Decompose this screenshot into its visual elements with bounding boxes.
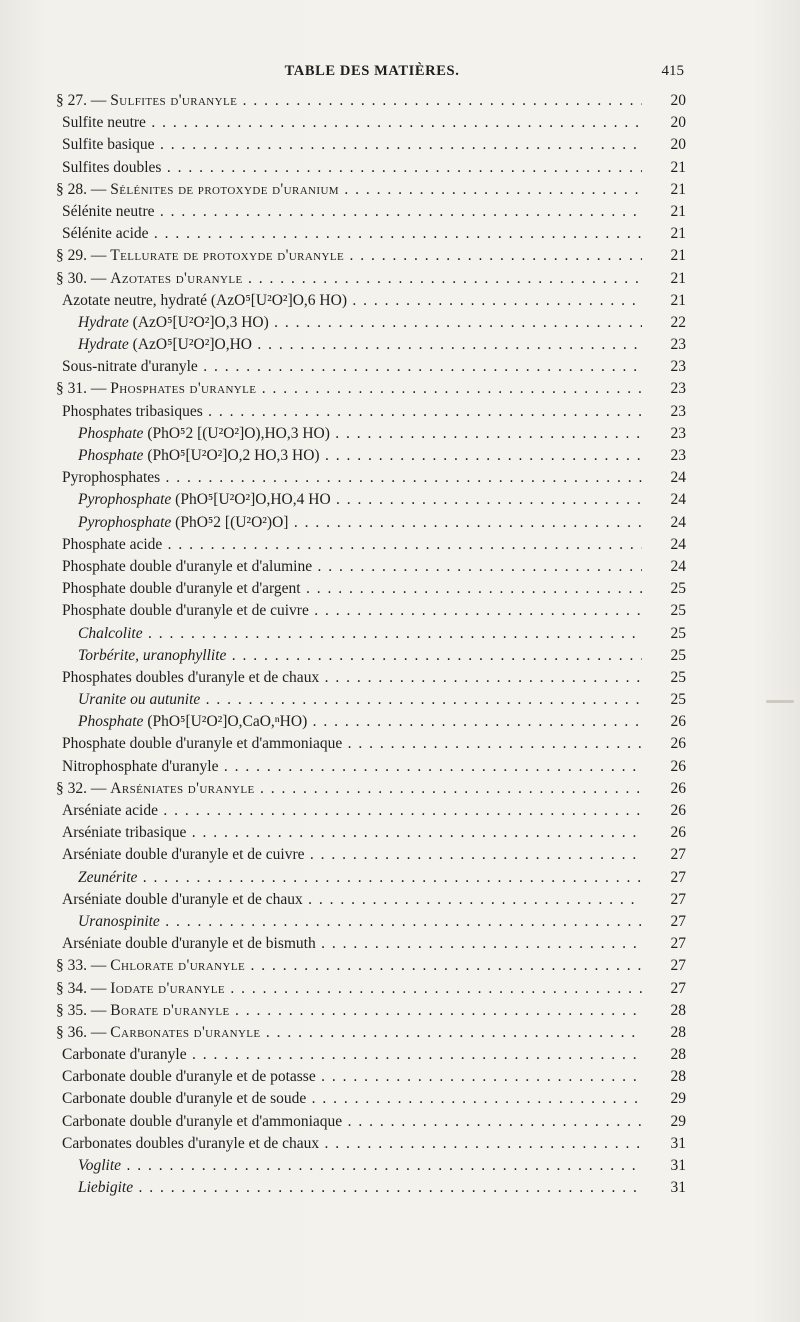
toc-entry-page: 25 — [670, 580, 686, 598]
toc-entry-leader — [56, 445, 642, 467]
toc-entry-page: 24 — [670, 513, 686, 531]
toc-entry-label: Phosphates d'uranyle — [110, 380, 257, 398]
toc-entry-leader — [56, 800, 642, 822]
toc-entry — [56, 134, 686, 156]
toc-entry-page: 27 — [670, 957, 686, 975]
toc-entry-label: Carbonates doubles d'uranyle et de chaux — [62, 1134, 320, 1152]
toc-section-entry — [56, 378, 686, 400]
toc-entry-page: 26 — [670, 779, 686, 797]
toc-entry — [56, 423, 686, 445]
toc-entry-page: 28 — [670, 1001, 686, 1019]
toc-section-entry — [56, 90, 686, 112]
toc-entry-page: 31 — [670, 1157, 686, 1174]
toc-entry-label: Sulfite basique — [62, 136, 155, 154]
toc-entry-leader — [56, 911, 642, 933]
toc-entry — [56, 933, 686, 955]
toc-entry-leader — [56, 556, 642, 578]
toc-entry-page: 24 — [670, 557, 686, 575]
toc-entry-label: Arséniate acide — [62, 802, 158, 819]
toc-section-entry — [56, 1022, 686, 1044]
toc-entry — [56, 401, 686, 423]
toc-entry-label: Phosphate — [78, 447, 144, 464]
section-number: § 36. — — [56, 1023, 111, 1041]
toc-entry-page: 26 — [670, 713, 686, 731]
toc-entry — [56, 1044, 686, 1066]
toc-entry-label: Arséniate double d'uranyle et de cuivre — [62, 846, 305, 864]
toc-entry-leader — [56, 822, 642, 844]
toc-entry-page: 24 — [670, 535, 686, 553]
toc-entry — [56, 1066, 686, 1088]
toc-entry-label: Phosphate double d'uranyle et de cuivre — [62, 602, 309, 620]
toc-entry — [56, 467, 686, 489]
toc-entry-label: Phosphate double d'uranyle et d'argent — [62, 580, 301, 598]
toc-entry-label: Phosphate double d'uranyle et d'alumine — [62, 557, 313, 575]
toc-entry-label: Carbonate double d'uranyle et de potasse — [62, 1068, 316, 1086]
toc-entry-page: 24 — [670, 491, 686, 509]
toc-entry-page: 24 — [670, 469, 686, 487]
toc-entry-page: 23 — [670, 424, 686, 442]
section-number: § 29. — — [56, 247, 111, 265]
toc-entry-leader — [56, 1066, 642, 1088]
toc-entry-label: Sulfites doubles — [62, 158, 162, 176]
toc-entry-label: Uranospinite — [78, 912, 160, 930]
toc-entry-page: 21 — [670, 247, 686, 265]
toc-entry-label: Phosphate double d'uranyle et d'ammoniaque — [62, 735, 343, 753]
toc-entry-label: Voglite — [78, 1157, 122, 1174]
toc-entry-label: Pyrophosphate — [78, 491, 172, 509]
toc-entry-page: 21 — [670, 291, 686, 309]
toc-entry-page: 27 — [670, 868, 686, 886]
table-of-contents — [56, 90, 686, 1199]
toc-entry-formula: (AzO⁵[U²O²]O,3 HO) — [128, 313, 269, 331]
toc-entry-leader — [56, 867, 642, 889]
toc-entry-leader — [56, 157, 642, 179]
toc-entry-formula: (PhO⁵[U²O²]O,CaO,ⁿHO) — [143, 713, 308, 731]
toc-entry-leader — [56, 600, 642, 622]
toc-entry-label: Arséniate double d'uranyle et de chaux — [62, 890, 303, 908]
running-header — [60, 63, 684, 85]
toc-entry-page: 26 — [670, 802, 686, 819]
toc-section-entry — [56, 245, 686, 267]
toc-entry-label: Hydrate — [78, 313, 129, 331]
page-number: 415 — [661, 63, 684, 79]
toc-entry-label: Phosphate — [78, 424, 144, 442]
toc-entry-leader — [56, 711, 642, 733]
toc-entry-label: Carbonate double d'uranyle et de soude — [62, 1090, 307, 1108]
toc-entry-leader — [56, 467, 642, 489]
toc-entry-label: Carbonate double d'uranyle et d'ammoniaque — [62, 1112, 343, 1130]
toc-entry-page: 23 — [670, 402, 686, 420]
toc-entry — [56, 822, 686, 844]
toc-entry — [56, 334, 686, 356]
toc-entry-leader — [56, 955, 642, 977]
toc-entry-label: Phosphates doubles d'uranyle et de chaux — [62, 668, 320, 686]
toc-entry — [56, 534, 686, 556]
toc-entry — [56, 201, 686, 223]
toc-entry-leader — [56, 134, 642, 156]
toc-entry-label: Chalcolite — [78, 624, 143, 642]
toc-entry — [56, 733, 686, 755]
toc-entry-label: Tellurate de protoxyde d'uranyle — [110, 247, 345, 265]
toc-entry-label: Liebigite — [78, 1179, 134, 1197]
toc-entry-page: 25 — [670, 646, 686, 664]
toc-entry — [56, 312, 686, 334]
toc-entry-label: Chlorate d'uranyle — [110, 957, 246, 975]
toc-entry-leader — [56, 667, 642, 689]
toc-entry-leader — [56, 90, 642, 112]
toc-entry-leader — [56, 223, 642, 245]
toc-entry-leader — [56, 1088, 642, 1110]
toc-entry — [56, 1177, 686, 1199]
toc-entry-leader — [56, 933, 642, 955]
toc-entry-label: Arséniates d'uranyle — [110, 779, 255, 797]
toc-entry-label: Phosphates tribasiques — [62, 402, 203, 420]
toc-entry-leader — [56, 378, 642, 400]
toc-entry-page: 25 — [670, 691, 686, 709]
toc-entry-leader — [56, 889, 642, 911]
toc-entry-label: Sélénite acide — [62, 225, 149, 243]
toc-entry-leader — [56, 401, 642, 423]
section-number: § 28. — — [56, 180, 111, 198]
section-number: § 32. — — [56, 779, 111, 797]
toc-entry-label: Iodate d'uranyle — [110, 979, 226, 997]
section-number: § 34. — — [56, 979, 111, 997]
toc-entry — [56, 600, 686, 622]
toc-entry-leader — [56, 112, 642, 134]
toc-entry-page: 23 — [670, 358, 686, 376]
toc-entry-page: 28 — [670, 1068, 686, 1086]
toc-entry-leader — [56, 312, 642, 334]
toc-entry-label: Arséniate double d'uranyle et de bismuth — [62, 935, 316, 953]
toc-entry-page: 28 — [670, 1023, 686, 1041]
toc-entry-leader — [56, 334, 642, 356]
toc-entry-page: 28 — [670, 1046, 686, 1064]
toc-entry-leader — [56, 489, 642, 511]
section-number: § 33. — — [56, 957, 111, 975]
toc-entry-leader — [56, 356, 642, 378]
toc-entry-page: 25 — [670, 602, 686, 620]
toc-entry-page: 21 — [670, 269, 686, 287]
toc-entry-page: 26 — [670, 824, 686, 842]
toc-entry — [56, 1155, 686, 1177]
toc-entry-leader — [56, 1155, 642, 1177]
toc-entry-leader — [56, 1133, 642, 1155]
toc-entry-label: Carbonate d'uranyle — [62, 1046, 187, 1064]
toc-entry-page: 31 — [670, 1179, 686, 1197]
toc-entry-leader — [56, 1111, 642, 1133]
toc-entry-label: Sous-nitrate d'uranyle — [62, 358, 198, 376]
toc-section-entry — [56, 268, 686, 290]
toc-entry-formula: (PhO⁵2 [(U²O²]O),HO,3 HO) — [143, 424, 330, 442]
toc-entry-page: 21 — [670, 158, 686, 176]
toc-entry — [56, 800, 686, 822]
toc-entry-page: 29 — [670, 1112, 686, 1130]
toc-entry-leader — [56, 534, 642, 556]
toc-entry-leader — [56, 978, 642, 1000]
toc-entry — [56, 756, 686, 778]
toc-entry — [56, 356, 686, 378]
toc-entry — [56, 711, 686, 733]
toc-section-entry — [56, 778, 686, 800]
toc-entry-page: 31 — [670, 1134, 686, 1152]
toc-entry-formula: (PhO⁵[U²O²]O,2 HO,3 HO) — [143, 447, 320, 464]
toc-entry-leader — [56, 756, 642, 778]
toc-entry-page: 21 — [670, 180, 686, 198]
section-number: § 31. — — [56, 380, 111, 398]
toc-entry-formula: (PhO⁵2 [(U²O²)O] — [171, 513, 289, 531]
toc-entry-page: 26 — [670, 757, 686, 775]
toc-entry-label: Uranite ou autunite — [78, 691, 201, 709]
toc-entry-label: Torbérite, uranophyllite — [78, 646, 227, 664]
toc-entry — [56, 112, 686, 134]
toc-entry-page: 20 — [670, 136, 686, 154]
toc-entry-page: 27 — [670, 912, 686, 930]
toc-entry-formula: (AzO⁵[U²O²]O,HO — [128, 336, 252, 354]
toc-section-entry — [56, 179, 686, 201]
toc-entry-leader — [56, 1022, 642, 1044]
toc-entry-label: Pyrophosphate — [78, 513, 172, 531]
toc-entry-leader — [56, 623, 642, 645]
toc-entry-page: 27 — [670, 846, 686, 864]
toc-entry-page: 21 — [670, 202, 686, 220]
toc-entry-leader — [56, 201, 642, 223]
toc-section-entry — [56, 978, 686, 1000]
toc-entry-leader — [56, 645, 642, 667]
toc-entry-page: 27 — [670, 890, 686, 908]
toc-entry — [56, 623, 686, 645]
toc-entry-page: 25 — [670, 624, 686, 642]
toc-entry — [56, 290, 686, 312]
toc-entry-label: Sélénite neutre — [62, 202, 155, 220]
toc-entry-leader — [56, 423, 642, 445]
running-title: TABLE DES MATIÈRES. — [284, 63, 460, 79]
section-number: § 35. — — [56, 1001, 111, 1019]
toc-entry-label: Hydrate — [78, 336, 129, 354]
toc-entry-label: Nitrophosphate d'uranyle — [62, 757, 219, 775]
toc-entry-page: 26 — [670, 735, 686, 753]
toc-entry-leader — [56, 733, 642, 755]
toc-entry-label: Phosphate — [78, 713, 144, 731]
toc-entry-label: Phosphate acide — [62, 535, 163, 553]
toc-entry — [56, 667, 686, 689]
toc-entry-leader — [56, 268, 642, 290]
toc-entry-leader — [56, 689, 642, 711]
toc-entry — [56, 689, 686, 711]
toc-entry-page: 23 — [670, 336, 686, 354]
toc-entry-label: Carbonates d'uranyle — [110, 1023, 261, 1041]
toc-entry-leader — [56, 245, 642, 267]
toc-entry-page: 23 — [670, 380, 686, 398]
toc-entry-leader — [56, 512, 642, 534]
section-number: § 27. — — [56, 92, 111, 109]
toc-entry-label: Borate d'uranyle — [110, 1001, 230, 1019]
toc-entry — [56, 556, 686, 578]
toc-entry-leader — [56, 778, 642, 800]
toc-entry-page: 20 — [670, 114, 686, 132]
toc-entry — [56, 223, 686, 245]
toc-entry — [56, 889, 686, 911]
toc-entry — [56, 867, 686, 889]
toc-entry — [56, 1111, 686, 1133]
toc-entry — [56, 645, 686, 667]
toc-entry-label: Sélénites de protoxyde d'uranium — [110, 180, 339, 198]
toc-entry — [56, 445, 686, 467]
toc-entry-leader — [56, 1177, 642, 1199]
toc-entry-page: 27 — [670, 935, 686, 953]
toc-entry-page: 27 — [670, 979, 686, 997]
toc-entry-formula: (PhO⁵[U²O²]O,HO,4 HO — [171, 491, 331, 509]
margin-smudge — [766, 700, 794, 703]
section-number: § 30. — — [56, 269, 111, 287]
toc-entry-label: Sulfites d'uranyle — [110, 92, 238, 109]
toc-entry-label: Zeunérite — [78, 868, 138, 886]
toc-entry — [56, 157, 686, 179]
toc-entry — [56, 1133, 686, 1155]
toc-entry — [56, 512, 686, 534]
toc-entry-label: Azotates d'uranyle — [110, 269, 243, 287]
toc-entry — [56, 1088, 686, 1110]
toc-entry-label: Azotate neutre, hydraté (AzO⁵[U²O²]O,6 HO) — [62, 291, 347, 309]
toc-entry — [56, 578, 686, 600]
toc-section-entry — [56, 1000, 686, 1022]
toc-entry-page: 22 — [670, 313, 686, 331]
toc-entry — [56, 489, 686, 511]
toc-entry-page: 29 — [670, 1090, 686, 1108]
toc-entry-leader — [56, 1000, 642, 1022]
toc-entry — [56, 844, 686, 866]
toc-entry-leader — [56, 179, 642, 201]
toc-entry-page: 21 — [670, 225, 686, 243]
toc-section-entry — [56, 955, 686, 977]
toc-entry-page: 20 — [670, 92, 686, 109]
toc-entry-label: Arséniate tribasique — [62, 824, 187, 842]
toc-entry-leader — [56, 578, 642, 600]
toc-entry-label: Sulfite neutre — [62, 114, 146, 132]
toc-entry-label: Pyrophosphates — [62, 469, 161, 487]
toc-entry — [56, 911, 686, 933]
toc-entry-leader — [56, 290, 642, 312]
toc-entry-leader — [56, 844, 642, 866]
toc-entry-page: 23 — [670, 447, 686, 464]
toc-entry-leader — [56, 1044, 642, 1066]
toc-entry-page: 25 — [670, 668, 686, 686]
